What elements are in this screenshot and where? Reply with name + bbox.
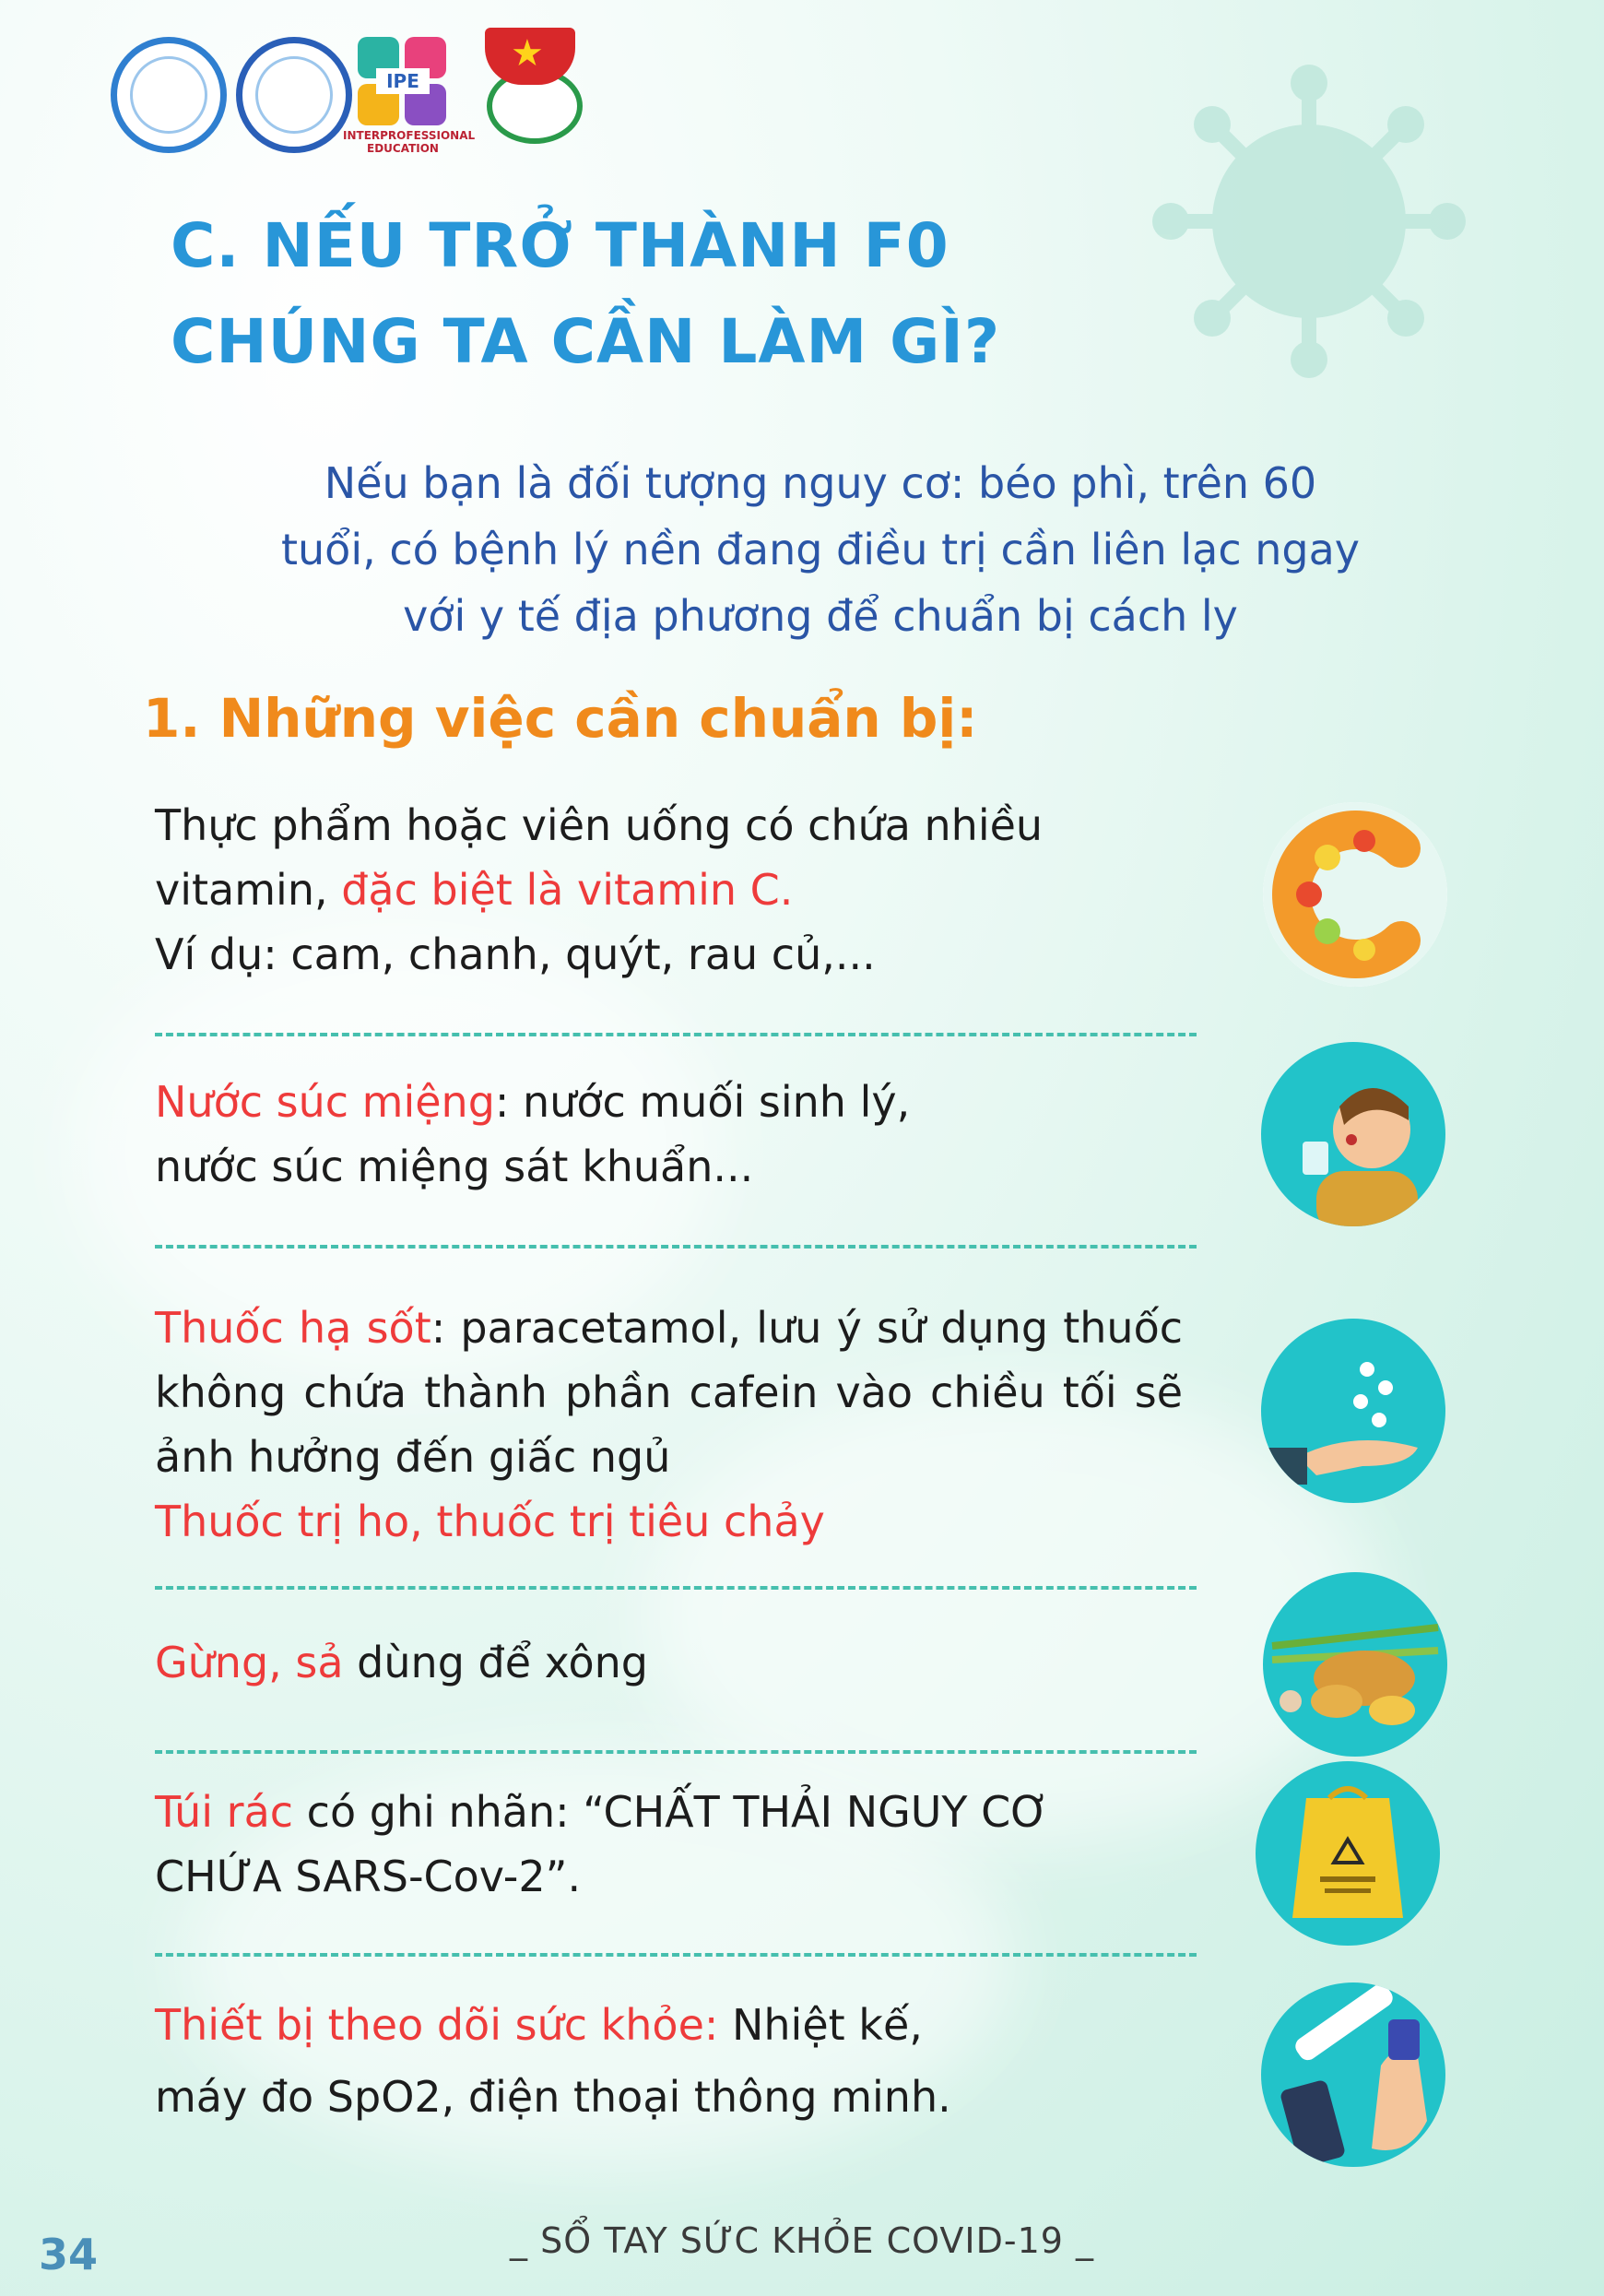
separator: [155, 1750, 1197, 1754]
title-line: CHÚNG TA CẦN LÀM GÌ?: [171, 306, 1001, 377]
title-line: C. NẾU TRỞ THÀNH F0: [171, 210, 949, 281]
university-logo: [111, 37, 227, 153]
item-text: có ghi nhãn: “CHẤT THẢI NGUY CƠ CHỨA SARS-Cov-2”.: [155, 1787, 1050, 1901]
list-item-mouthwash: [155, 1070, 1197, 1199]
ipe-logo-text: IPE: [376, 68, 430, 94]
footer-title: _ SỔ TAY SỨC KHỎE COVID-19 _: [510, 2220, 1094, 2261]
item-highlight: Thuốc trị ho, thuốc trị tiêu chảy: [155, 1497, 825, 1546]
star-icon: ★: [511, 32, 544, 75]
list-item-fever-medicine: [155, 1296, 1183, 1554]
item-highlight: Gừng, sả: [155, 1638, 344, 1687]
section-title: 1. Những việc cần chuẩn bị:: [143, 687, 978, 750]
intro-line: với y tế địa phương để chuẩn bị cách ly: [403, 591, 1238, 641]
item-highlight: Nước súc miệng: [155, 1077, 495, 1127]
pills-hand-icon: [1261, 1319, 1445, 1503]
ginger-lemongrass-icon: [1263, 1572, 1447, 1757]
item-text: : nước muối sinh lý,: [494, 1077, 911, 1127]
item-text: Ví dụ: cam, chanh, quýt, rau củ,...: [155, 929, 876, 979]
youth-union-logo: [479, 28, 581, 136]
item-text: Thực phẩm hoặc viên uống có chứa nhiều: [155, 800, 1044, 850]
intro-line: Nếu bạn là đối tượng nguy cơ: béo phì, trên 60: [324, 458, 1317, 508]
hazard-trash-bag-icon: [1256, 1761, 1440, 1946]
separator: [155, 1245, 1197, 1249]
vitamin-c-fruit-icon: [1263, 802, 1447, 987]
intro-line: tuổi, có bệnh lý nền đang điều trị cần liên lạc ngay: [280, 525, 1360, 574]
separator: [155, 1033, 1197, 1036]
item-text: nước súc miệng sát khuẩn...: [155, 1142, 754, 1191]
list-item-ginger: [155, 1630, 1197, 1695]
page-number: 34: [39, 2230, 99, 2279]
ipe-caption: INTERPROFESSIONAL EDUCATION: [343, 129, 476, 155]
intro-paragraph: [175, 450, 1466, 649]
list-item-vitamin: [155, 793, 1197, 987]
ipe-logo: [343, 37, 476, 164]
virus-icon: [1134, 65, 1484, 378]
health-devices-icon: [1261, 1982, 1445, 2167]
item-highlight: đặc biệt là vitamin C.: [341, 865, 794, 915]
list-item-trash-bag: [155, 1780, 1187, 1909]
item-highlight: Thuốc hạ sốt: [155, 1303, 431, 1353]
item-text: Nhiệt kế,: [718, 2000, 923, 2050]
item-text: : paracetamol, lưu ý sử dụng thuốc không chứa thành phần cafein vào chiều tối sẽ ảnh hưởng đến giấc ngủ: [155, 1303, 1183, 1482]
separator: [155, 1586, 1197, 1590]
school-logo: [236, 37, 352, 153]
separator: [155, 1953, 1197, 1957]
item-text: dùng để xông: [343, 1638, 648, 1687]
page-title: [171, 198, 1000, 390]
list-item-health-devices: [155, 1989, 1197, 2133]
item-highlight: Túi rác: [155, 1787, 294, 1837]
item-text: máy đo SpO2, điện thoại thông minh.: [155, 2072, 951, 2122]
mouthwash-boy-icon: [1261, 1042, 1445, 1226]
item-highlight: Thiết bị theo dõi sức khỏe:: [155, 2000, 719, 2050]
item-text: vitamin,: [155, 865, 342, 915]
